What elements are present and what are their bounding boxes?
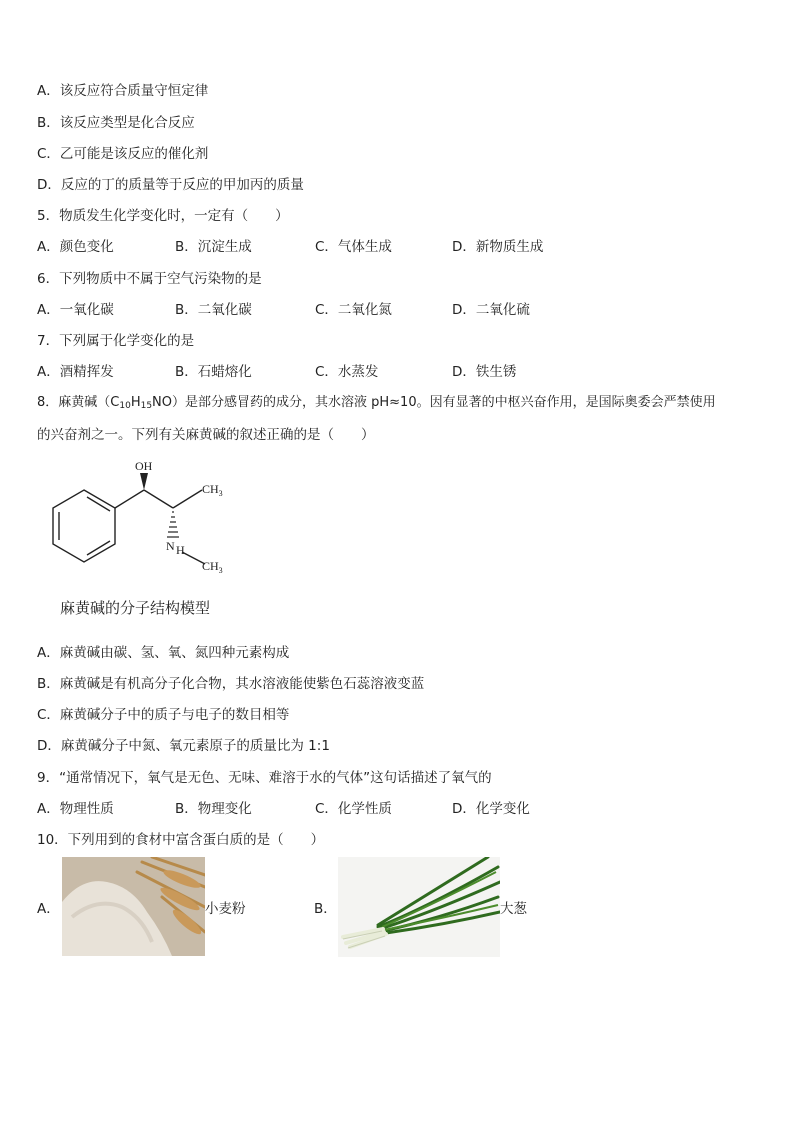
q9-option-a: A．物理性质 xyxy=(37,801,114,817)
q10-option-a-label: 小麦粉 xyxy=(205,901,246,917)
benzene-ring xyxy=(53,490,115,562)
label-ch3-bottom xyxy=(202,559,223,575)
label-ch3-top-sub: 3 xyxy=(218,489,223,498)
q6-option-c: C．二氧化氮 xyxy=(315,302,392,318)
q5-stem: 5．物质发生化学变化时，一定有（ ） xyxy=(37,208,289,224)
q6-option-b: B．二氧化碳 xyxy=(175,302,252,318)
hashed-bond-n xyxy=(167,512,179,537)
q7-option-a: A．酒精挥发 xyxy=(37,364,114,380)
q8-stem-line2: 的兴奋剂之一。下列有关麻黄碱的叙述正确的是（ ） xyxy=(37,427,375,443)
q9-option-b: B．物理变化 xyxy=(175,801,252,817)
q8-option-b: B．麻黄碱是有机高分子化合物，其水溶液能使紫色石蕊溶液变蓝 xyxy=(37,676,425,692)
q7-option-d: D．铁生锈 xyxy=(452,364,517,380)
q7-option-c: C．水蒸发 xyxy=(315,364,379,380)
label-ch3-top xyxy=(202,482,223,498)
label-n: N xyxy=(166,539,175,553)
q10-option-a-letter: A． xyxy=(37,901,60,917)
q10-stem: 10．下列用到的食材中富含蛋白质的是（ ） xyxy=(37,832,325,848)
label-ch3-top-c: CH xyxy=(202,482,219,496)
bond-c1-c2 xyxy=(144,490,173,508)
q9-stem: 9．“通常情况下，氧气是无色、无味、难溶于水的气体”这句话描述了氧气的 xyxy=(37,770,492,786)
structure-caption: 麻黄碱的分子结构模型 xyxy=(60,599,211,617)
q5-option-d: D．新物质生成 xyxy=(452,239,544,255)
q8-stem xyxy=(37,394,716,412)
q4-option-c: C．乙可能是该反应的催化剂 xyxy=(37,146,209,162)
label-nh-h: H xyxy=(176,543,185,557)
q4-option-d: D．反应的丁的质量等于反应的甲加丙的质量 xyxy=(37,177,304,193)
q8-stem-h: H xyxy=(130,395,141,410)
q8-option-d: D．麻黄碱分子中氮、氧元素原子的质量比为 1:1 xyxy=(37,738,330,754)
q5-option-c: C．气体生成 xyxy=(315,239,392,255)
green-onion-photo xyxy=(338,857,500,957)
q7-stem: 7．下列属于化学变化的是 xyxy=(37,333,195,349)
q5-option-a: A．颜色变化 xyxy=(37,239,114,255)
q6-option-d: D．二氧化硫 xyxy=(452,302,530,318)
q5-option-b: B．沉淀生成 xyxy=(175,239,252,255)
q10-option-b-label: 大葱 xyxy=(500,901,527,917)
label-ch3-bottom-sub: 3 xyxy=(218,566,223,575)
q4-option-b: B．该反应类型是化合反应 xyxy=(37,115,195,131)
bond-c2-ch3 xyxy=(173,490,202,508)
q8-sub-hydrogen: 15 xyxy=(140,401,153,411)
q8-stem-prefix: 8．麻黄碱（C xyxy=(37,395,120,410)
q10-option-b-letter: B． xyxy=(314,901,337,917)
q8-option-a: A．麻黄碱由碳、氢、氧、氮四种元素构成 xyxy=(37,645,290,661)
q6-option-a: A．一氧化碳 xyxy=(37,302,114,318)
label-ch3-bottom-c: CH xyxy=(202,559,219,573)
wedge-bond-oh xyxy=(140,473,148,490)
q6-stem: 6．下列物质中不属于空气污染物的是 xyxy=(37,271,262,287)
bond-ring-c1 xyxy=(115,490,144,508)
q8-sub-carbon: 10 xyxy=(119,401,131,411)
q7-option-b: B．石蜡熔化 xyxy=(175,364,252,380)
label-oh: OH xyxy=(135,460,153,473)
q4-option-a: A．该反应符合质量守恒定律 xyxy=(37,83,209,99)
q9-option-d: D．化学变化 xyxy=(452,801,530,817)
q8-stem-suffix: NO）是部分感冒药的成分，其水溶液 pH≈10。因有显著的中枢兴奋作用，是国际奥委会严禁使用 xyxy=(152,395,716,410)
ephedrine-structure-diagram xyxy=(40,460,240,580)
q9-option-c: C．化学性质 xyxy=(315,801,392,817)
q8-option-c: C．麻黄碱分子中的质子与电子的数目相等 xyxy=(37,707,290,723)
wheat-flour-photo xyxy=(62,857,205,956)
